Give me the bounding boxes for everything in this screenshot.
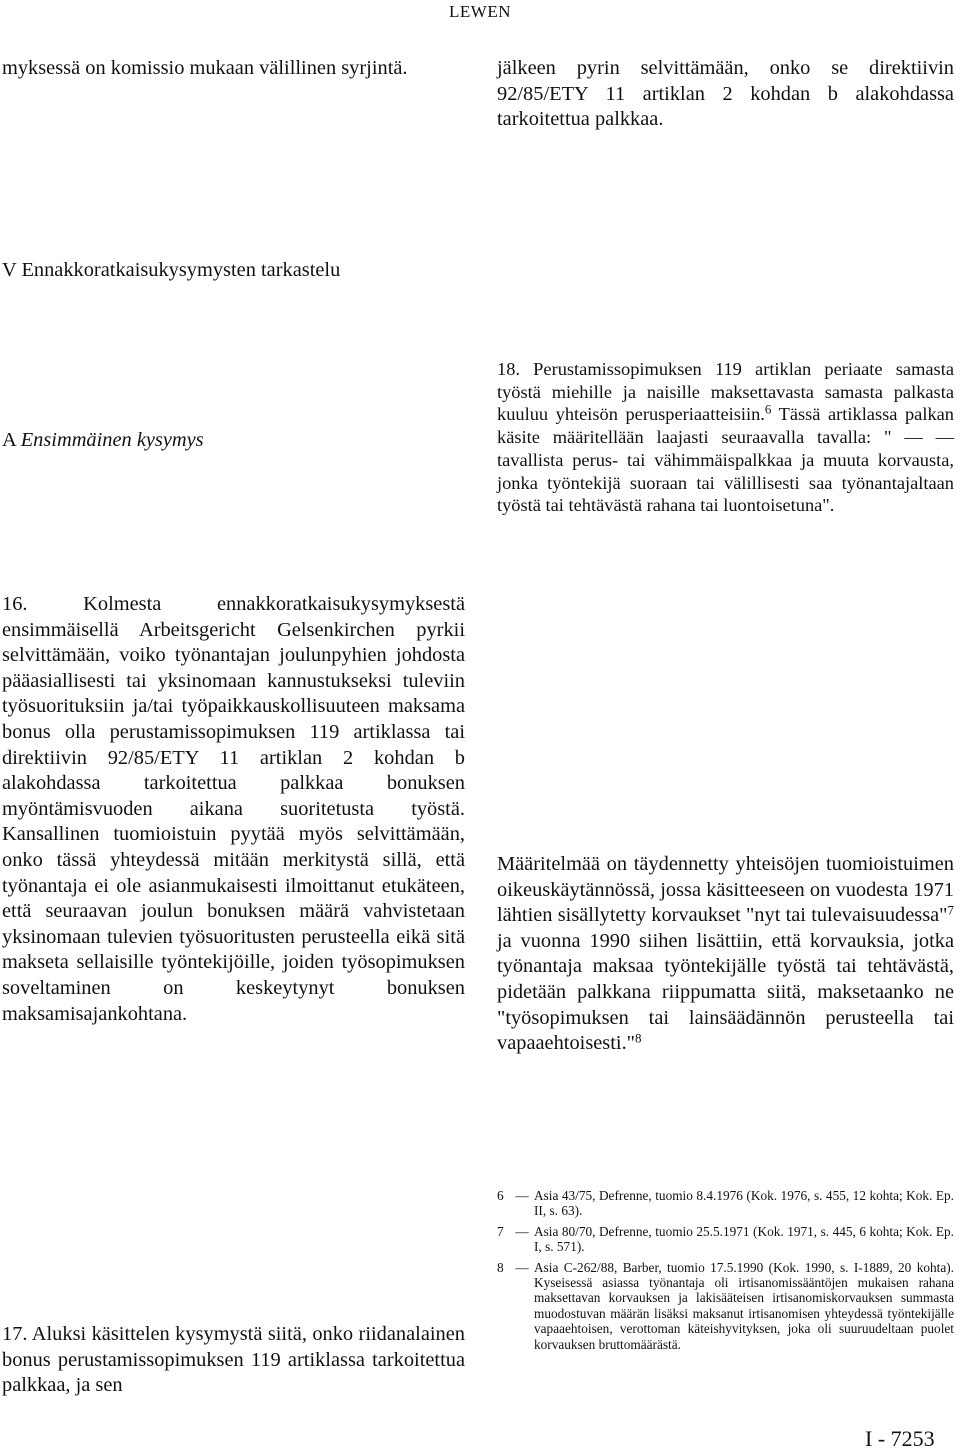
footnote-ref-7: 7 <box>947 902 954 918</box>
footnote-dash: — <box>515 1223 529 1239</box>
footnote-ref-8: 8 <box>635 1030 642 1046</box>
right-top-paragraph: jälkeen pyrin selvittämään, onko se direktiivin 92/85/ETY 11 artiklan 2 kohdan b alakohdassa tarkoitettua palkkaa. <box>497 57 954 131</box>
paragraph-18-part-1: 18. Perustamissopimuksen 119 artiklan periaate samasta työstä miehille ja naisille maksettavasta samasta palkasta kuuluu yhteisön perusperiaatteisiin. <box>497 359 954 425</box>
paragraph-16: 16. Kolmesta ennakkoratkaisukysymyksestä ensimmäisellä Arbeitsgericht Gelsenkirchen pyrkii selvittämään, voiko työnantajan joulunpyhien johdosta pääasiallisesti tai yksinomaan kannustukseksi tuleviin työsuorituksiin ja/tai työpaikkauskollisuuteen maksama bonus olla perustamissopimuksen 119 artiklassa tai direktiivin 92/85/ETY 11 artiklan 2 kohdan b alakohdassa tarkoitettua palkkaa bonuksen myöntämisvuoden aikana suoritetusta työstä. Kansallinen tuomioistuin pyytää myös selvittämään, onko tässä yhteydessä mitään merkitystä sillä, että työnantaja ei ole asianmukaisesti ilmoittanut etukäteen, että seuraavan joulun bonuksen määrä vahvistetaan yksinomaan tulevien työsuoritusten perusteella eikä sitä makseta sellaisille työntekijöille, joiden työsopimuksen soveltaminen on keskeytynyt bonuksen maksamisajankohtana. <box>2 593 465 1025</box>
footnote-text: Asia 80/70, Defrenne, tuomio 25.5.1971 (Kok. 1971, s. 445, 6 kohta; Kok. Ep. I, s. 571). <box>534 1223 954 1255</box>
footnote-ref-6: 6 <box>764 401 772 417</box>
footnotes <box>497 1188 954 1357</box>
footnote-dash: — <box>515 1188 529 1203</box>
left-top-paragraph: myksessä on komissio mukaan välillinen syrjintä. <box>2 57 408 79</box>
definition-part-1: Määritelmää on täydennetty yhteisöjen tuomioistuimen oikeuskäytännössä, jossa käsitteeseen on vuodesta 1971 lähtien sisällytetty korvaukset "nyt tai tulevaisuudessa" <box>497 853 954 927</box>
footnote-6 <box>497 1188 954 1219</box>
footnote-number: 6 <box>497 1188 504 1203</box>
subsection-title: Ensimmäinen kysymys <box>20 429 204 451</box>
definition-paragraph <box>497 852 954 1057</box>
footnote-text: Asia C-262/88, Barber, tuomio 17.5.1990 (Kok. 1990, s. I-1889, 20 kohta). Kyseisessä asiassa työnantaja oli irtisanomissääntöjen mukaisen rahana maksettavan korvauksen ja lakisääteisen irtisanomiskorvauksen summasta muodostuvan määrän lisäksi maksanut irtisanomisen yhteydessä työntekijälle vapaaehtoisen, verottoman käteishyvityksen, joka oli suuruudeltaan puolet korvauksen bruttomäärästä. <box>534 1259 954 1352</box>
subsection-prefix: A <box>2 429 16 451</box>
footnote-8 <box>497 1260 954 1352</box>
section-heading: V Ennakkoratkaisukysymysten tarkastelu <box>2 259 341 281</box>
footnote-number: 7 <box>497 1223 504 1239</box>
running-header: LEWEN <box>449 2 511 21</box>
paragraph-18 <box>497 358 954 517</box>
paragraph-18-part-2: Tässä artiklassa palkan käsite määritellään laajasti seuraavalla tavalla: " — — tavallista perus- tai vähimmäispalkkaa ja muuta korvausta, jonka työntekijä suoraan tai välillisesti saa työnantajaltaan työstä tai tehtävästä rahana tai luontoisetuna". <box>497 404 954 516</box>
footnote-number: 8 <box>497 1259 504 1275</box>
footnote-dash: — <box>515 1259 529 1275</box>
paragraph-17: 17. Aluksi käsittelen kysymystä siitä, onko riidanalainen bonus perustamissopimuksen 119 artiklassa tarkoitettua palkkaa, ja sen <box>2 1323 465 1397</box>
footnote-text: Asia 43/75, Defrenne, tuomio 8.4.1976 (Kok. 1976, s. 455, 12 kohta; Kok. Ep. II, s. 63). <box>534 1188 954 1219</box>
subsection-heading <box>2 428 465 454</box>
definition-part-2: ja vuonna 1990 siihen lisättiin, että korvauksia, jotka työnantaja maksaa työntekijälle työstä tai tehtävästä, pidetään palkkana riippumatta siitä, maksetaanko ne "työsopimuksen tai lainsäädännön perusteella tai vapaaehtoisesti." <box>497 929 954 1055</box>
footnote-7 <box>497 1224 954 1255</box>
page-number: I - 7253 <box>865 1426 935 1451</box>
